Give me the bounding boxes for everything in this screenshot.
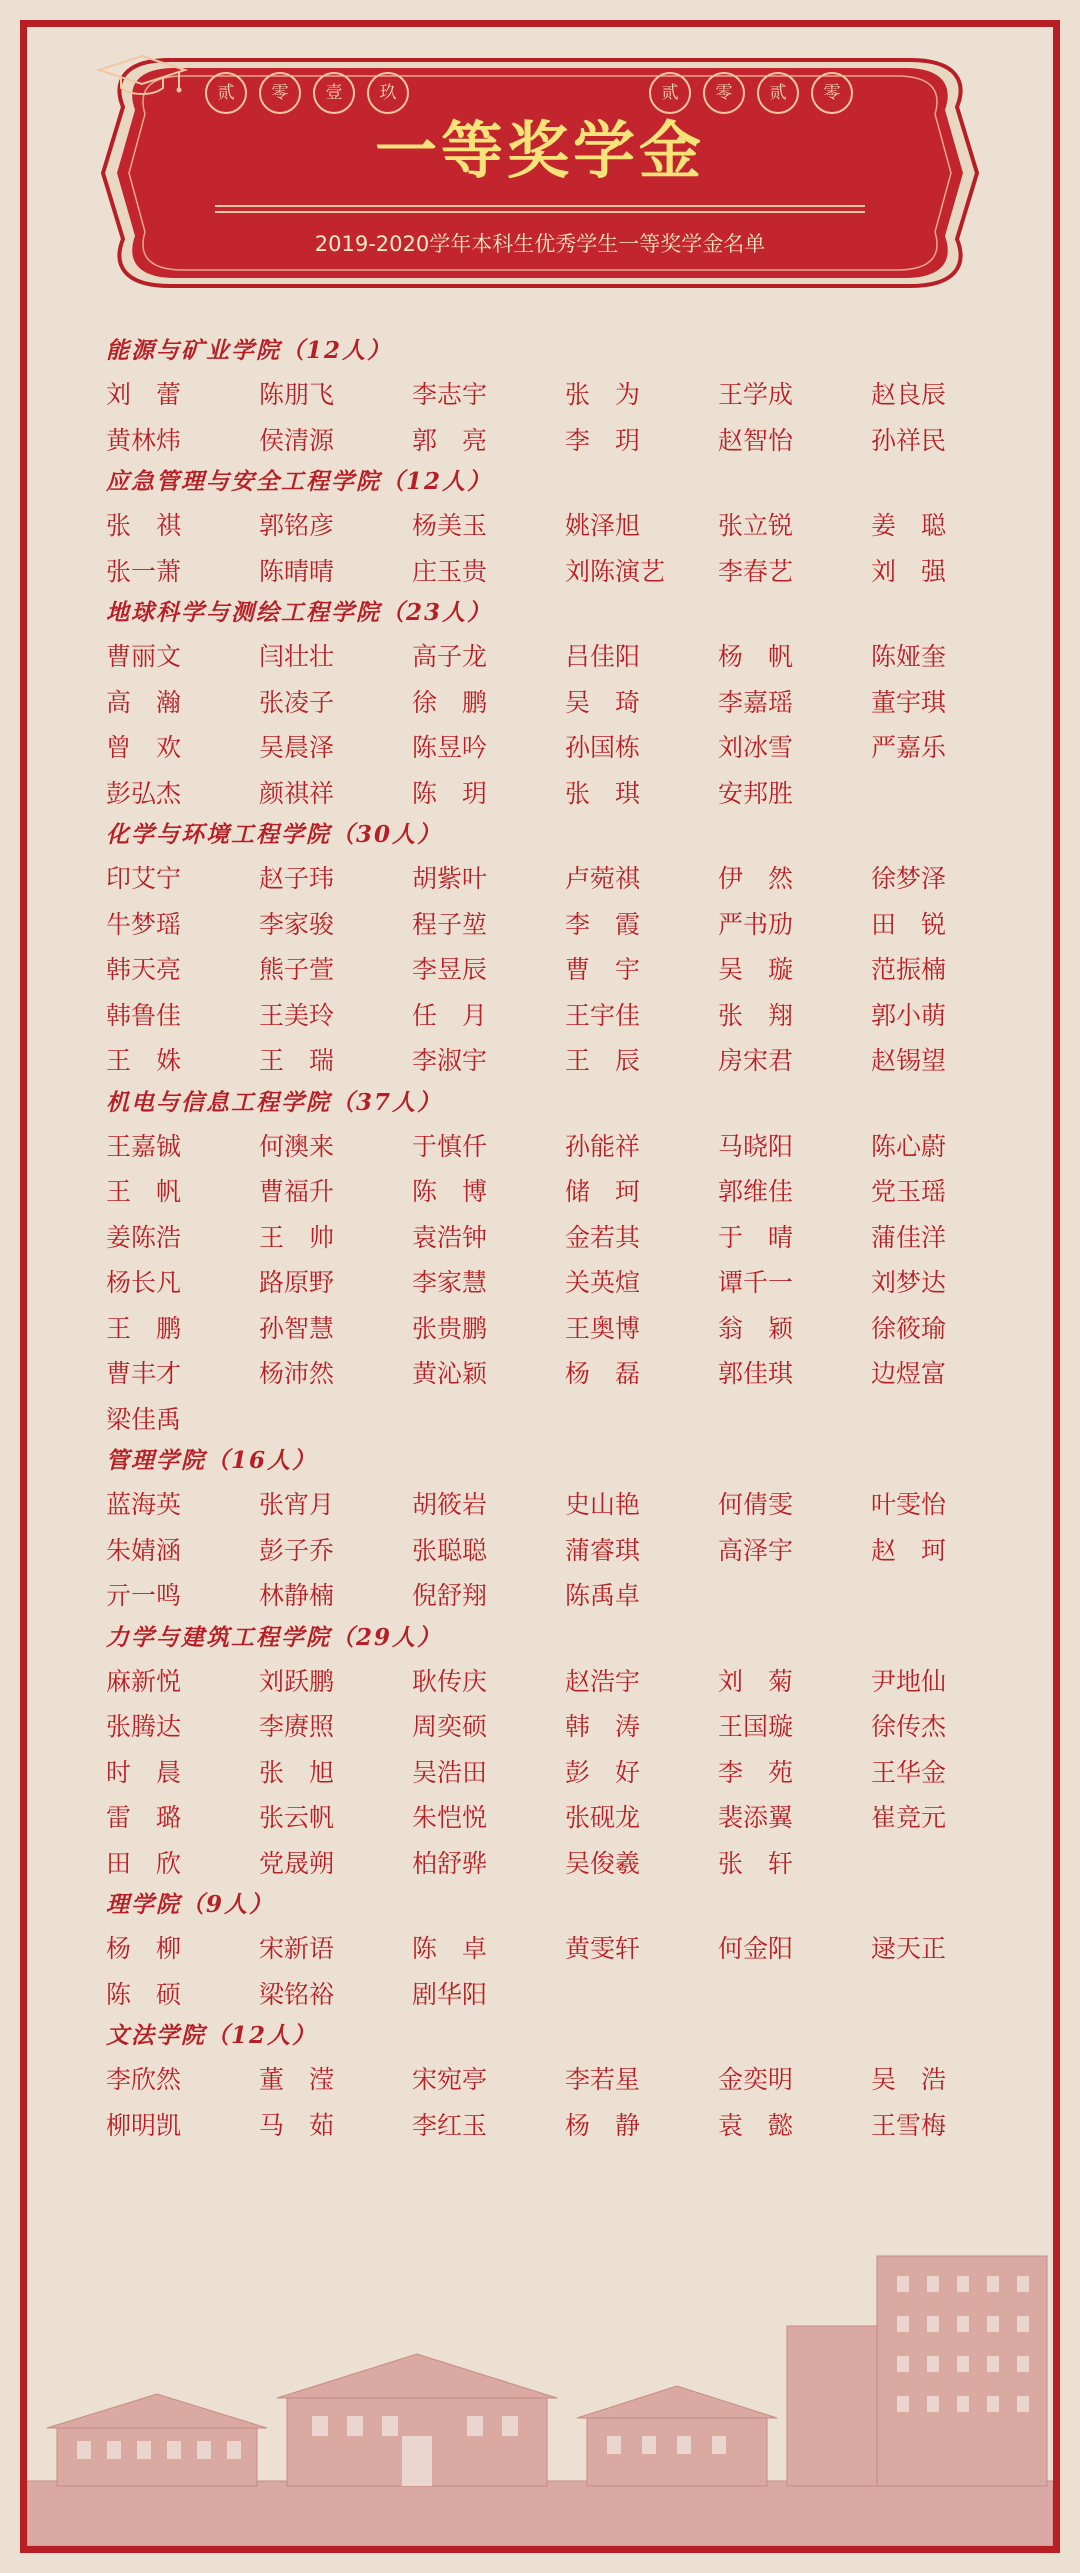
student-name: 王 鹏 (106, 1313, 182, 1343)
student-name: 于慎仟 (412, 1131, 488, 1161)
student-name: 张宵月 (259, 1490, 335, 1519)
student-name: 侯清源 (259, 425, 335, 455)
student-name-grid (106, 2060, 986, 2151)
college-heading: 文法学院（12人） (106, 2022, 318, 2049)
student-name: 吴 琦 (565, 687, 641, 717)
college-heading: 应急管理与安全工程学院（12人） (106, 468, 493, 495)
student-name: 赵浩宇 (565, 1666, 641, 1696)
student-name: 李 苑 (718, 1757, 794, 1787)
student-name: 姚泽旭 (565, 511, 641, 540)
student-name: 麻新悦 (106, 1666, 182, 1696)
college-section (106, 597, 986, 819)
student-name: 程子堃 (412, 909, 488, 939)
student-name: 杨 磊 (565, 1359, 641, 1388)
student-name: 董宇琪 (871, 687, 947, 717)
student-name: 高泽宇 (718, 1535, 794, 1565)
college-section (106, 466, 986, 597)
student-name: 李若星 (565, 2065, 641, 2094)
student-name: 陈朋飞 (259, 380, 335, 409)
student-name: 徐 鹏 (412, 687, 488, 717)
student-name: 亓一鸣 (106, 1581, 182, 1610)
college-heading: 机电与信息工程学院（37人） (106, 1088, 443, 1116)
student-name: 张聪聪 (412, 1535, 488, 1565)
student-name: 李家骏 (259, 909, 335, 939)
student-name: 张 祺 (106, 511, 182, 540)
student-name: 剧华阳 (412, 1979, 488, 2009)
student-name: 孙国栋 (565, 733, 641, 762)
student-name: 王 辰 (565, 1046, 641, 1075)
student-name: 陈禹卓 (565, 1581, 641, 1610)
page-title: 一等奖学金 (374, 114, 705, 187)
student-name: 王 瑞 (259, 1046, 335, 1075)
student-name: 关英煊 (565, 1268, 641, 1297)
student-name: 时 晨 (106, 1757, 182, 1787)
student-name: 张 轩 (718, 1848, 794, 1878)
student-name: 牛梦瑶 (106, 909, 182, 939)
student-name: 李 玥 (565, 425, 641, 455)
student-name: 梁铭裕 (259, 1979, 335, 2009)
student-name: 吴 浩 (871, 2065, 947, 2094)
student-name: 黄沁颖 (412, 1359, 488, 1388)
student-name: 韩鲁佳 (106, 1000, 182, 1030)
college-heading: 地球科学与测绘工程学院（23人） (106, 599, 493, 626)
college-section (106, 1087, 986, 1446)
student-name: 王美玲 (259, 1000, 335, 1030)
year-circle: 零 (703, 72, 745, 114)
student-name: 徐筱瑜 (871, 1313, 947, 1343)
student-name: 范振楠 (871, 955, 947, 984)
student-name: 李家慧 (412, 1268, 488, 1297)
student-name: 田 欣 (106, 1848, 182, 1878)
college-section (106, 819, 986, 1087)
year-circle: 零 (811, 72, 853, 114)
student-name: 吴晨泽 (259, 733, 335, 762)
college-heading: 管理学院（16人） (106, 1447, 318, 1474)
student-name: 吴 璇 (718, 955, 794, 984)
title-divider (215, 211, 865, 213)
student-name: 党玉瑶 (871, 1177, 947, 1206)
student-name: 彭子乔 (259, 1535, 335, 1565)
year-circle: 贰 (757, 72, 799, 114)
student-name: 王华金 (871, 1757, 947, 1787)
campus-buildings-illustration (27, 2246, 1053, 2546)
student-name: 柏舒骅 (412, 1848, 488, 1878)
student-name: 曹丰才 (106, 1359, 182, 1388)
student-name: 张砚龙 (565, 1803, 641, 1832)
title-divider (215, 205, 865, 207)
student-name: 徐梦泽 (871, 864, 947, 893)
student-name: 杨美玉 (412, 511, 488, 540)
student-name: 刘梦达 (871, 1268, 947, 1297)
student-name: 雷 璐 (106, 1803, 182, 1832)
student-name: 郭 亮 (412, 425, 488, 455)
student-name: 徐传杰 (871, 1712, 947, 1741)
student-name: 李志宇 (412, 380, 488, 409)
student-name: 梁佳禹 (106, 1404, 182, 1434)
student-name: 逯天正 (871, 1934, 947, 1963)
student-name: 陈 卓 (412, 1934, 488, 1963)
student-name: 杨 柳 (106, 1934, 182, 1963)
student-name: 张 旭 (259, 1757, 335, 1787)
year-circle: 贰 (649, 72, 691, 114)
student-name: 熊子萱 (259, 955, 335, 984)
college-heading: 化学与环境工程学院（30人） (106, 821, 443, 848)
student-name: 王宇佳 (565, 1000, 641, 1030)
student-name: 李欣然 (106, 2065, 182, 2094)
student-name: 孙智慧 (259, 1313, 335, 1343)
student-name: 李红玉 (412, 2110, 488, 2140)
student-name: 王 帆 (106, 1177, 182, 1206)
student-name: 陈 博 (412, 1177, 488, 1206)
student-name: 安邦胜 (718, 778, 794, 808)
student-name: 翁 颖 (718, 1313, 794, 1343)
student-name: 吴浩田 (412, 1757, 488, 1787)
student-name: 彭弘杰 (106, 778, 182, 808)
student-name-grid (106, 637, 986, 819)
student-name: 高 瀚 (106, 687, 182, 717)
student-name: 陈晴晴 (259, 556, 335, 586)
student-name: 曹 宇 (565, 955, 641, 984)
student-name: 刘 蕾 (106, 380, 182, 409)
student-name: 王 帅 (259, 1222, 335, 1252)
page-subtitle: 2019-2020学年本科生优秀学生一等奖学金名单 (314, 232, 766, 256)
student-name: 曾 欢 (106, 733, 182, 762)
student-name: 倪舒翔 (412, 1581, 488, 1610)
year-circle: 壹 (313, 72, 355, 114)
student-name: 王国璇 (718, 1712, 794, 1741)
student-name: 蒲睿琪 (565, 1535, 641, 1565)
year-circle: 玖 (367, 72, 409, 114)
college-section (106, 1622, 986, 1890)
student-name: 刘 菊 (718, 1666, 794, 1696)
student-name: 王嘉铖 (106, 1131, 182, 1161)
student-name: 胡紫叶 (412, 864, 488, 893)
student-name: 何金阳 (718, 1934, 794, 1963)
student-name: 郭维佳 (718, 1177, 794, 1206)
student-name: 李春艺 (718, 556, 794, 586)
student-name: 郭铭彦 (259, 511, 335, 540)
student-name: 张立锐 (718, 511, 794, 540)
student-name: 李嘉瑶 (718, 687, 794, 717)
student-name: 张贵鹏 (412, 1313, 488, 1343)
student-name: 宋新语 (259, 1934, 335, 1963)
student-name: 党晟朔 (259, 1848, 335, 1878)
student-name: 李淑宇 (412, 1046, 488, 1075)
student-name: 张一萧 (106, 556, 182, 586)
student-name: 黄林炜 (106, 425, 182, 455)
student-name: 袁 懿 (718, 2110, 794, 2140)
student-name: 杨沛然 (259, 1359, 335, 1388)
student-name: 蒲佳洋 (871, 1222, 947, 1252)
student-name: 彭 好 (565, 1757, 641, 1787)
student-name: 吴俊羲 (565, 1848, 641, 1878)
student-name: 闫壮壮 (259, 642, 335, 671)
student-name: 崔竞元 (871, 1803, 947, 1832)
student-name: 陈昱吟 (412, 733, 488, 762)
student-name: 陈 玥 (412, 778, 488, 808)
student-name: 严嘉乐 (871, 733, 947, 762)
student-name: 边煜富 (871, 1359, 947, 1388)
student-name: 张腾达 (106, 1712, 182, 1741)
student-name: 朱婧涵 (106, 1535, 182, 1565)
student-name: 曹福升 (259, 1177, 335, 1206)
student-name-grid (106, 506, 986, 597)
student-name: 李 霞 (565, 909, 641, 939)
student-name: 史山艳 (565, 1490, 641, 1519)
student-name: 高子龙 (412, 642, 488, 671)
student-name: 韩天亮 (106, 955, 182, 984)
student-name: 何倩雯 (718, 1490, 794, 1519)
student-name: 郭佳琪 (718, 1359, 794, 1388)
student-name: 柳明凯 (106, 2110, 182, 2140)
college-heading: 理学院（9人） (106, 1891, 275, 1918)
student-name: 房宋君 (718, 1046, 794, 1075)
student-name: 朱恺悦 (412, 1803, 488, 1832)
student-name: 王雪梅 (871, 2110, 947, 2140)
student-name: 杨 静 (565, 2110, 641, 2140)
student-name: 刘陈演艺 (565, 556, 666, 586)
college-section (106, 1889, 986, 2020)
student-name: 金若其 (565, 1222, 641, 1252)
student-name: 尹地仙 (871, 1666, 947, 1696)
student-name: 赵智怡 (718, 425, 794, 455)
student-name: 严书劢 (718, 909, 794, 939)
student-name: 郭小萌 (871, 1000, 947, 1030)
student-name: 耿传庆 (412, 1666, 488, 1696)
student-name: 何澳来 (259, 1131, 335, 1161)
student-name: 张 为 (565, 380, 641, 409)
student-name: 孙能祥 (565, 1131, 641, 1161)
student-name-grid (106, 859, 986, 1087)
student-name: 董 滢 (259, 2065, 335, 2094)
student-name: 印艾宁 (106, 864, 182, 893)
student-name: 袁浩钟 (412, 1222, 488, 1252)
student-name-grid (106, 1662, 986, 1890)
college-section (106, 1445, 986, 1622)
student-name: 陈 硕 (106, 1979, 182, 2009)
student-name: 赵良辰 (871, 380, 947, 409)
student-name: 于 晴 (718, 1222, 794, 1252)
student-name: 曹丽文 (106, 642, 182, 671)
student-name: 裴添翼 (718, 1803, 794, 1832)
student-name: 金奕明 (718, 2065, 794, 2094)
college-section (106, 335, 986, 466)
student-name: 黄雯轩 (565, 1934, 641, 1963)
student-name: 颜祺祥 (259, 778, 335, 808)
student-name: 宋宛亭 (412, 2065, 488, 2094)
student-name: 刘跃鹏 (259, 1666, 335, 1696)
college-heading: 力学与建筑工程学院（29人） (106, 1623, 443, 1651)
college-section (106, 2020, 986, 2151)
student-name: 储 珂 (565, 1177, 641, 1206)
student-name: 卢菀祺 (565, 864, 641, 893)
student-name: 赵锡望 (871, 1046, 947, 1075)
student-name: 胡筱岩 (412, 1490, 488, 1519)
student-name: 张 琪 (565, 778, 641, 808)
student-name-grid (106, 375, 986, 466)
student-name: 任 月 (412, 1000, 488, 1030)
student-name: 路原野 (259, 1268, 335, 1297)
student-name-grid (106, 1127, 986, 1446)
student-name: 李昱辰 (412, 955, 488, 984)
student-name: 姜陈浩 (106, 1222, 182, 1252)
college-heading: 能源与矿业学院（12人） (106, 337, 393, 364)
student-name: 赵子玮 (259, 864, 335, 893)
student-name: 伊 然 (718, 864, 794, 893)
scholarship-list (106, 335, 986, 2151)
student-name: 马晓阳 (718, 1131, 794, 1161)
student-name: 陈心蔚 (871, 1131, 947, 1161)
student-name: 马 茹 (259, 2110, 335, 2140)
student-name: 王奥博 (565, 1313, 641, 1343)
student-name-grid (106, 1485, 986, 1622)
student-name: 李赓照 (259, 1712, 335, 1741)
student-name: 赵 珂 (871, 1535, 947, 1565)
student-name: 林静楠 (259, 1581, 335, 1610)
student-name: 陈娅奎 (871, 642, 947, 671)
student-name-grid (106, 1929, 986, 2020)
student-name: 王 姝 (106, 1046, 182, 1075)
student-name: 杨 帆 (718, 642, 794, 671)
student-name: 周奕硕 (412, 1712, 488, 1741)
student-name: 叶雯怡 (871, 1490, 947, 1519)
graduation-cap-icon (95, 52, 189, 100)
student-name: 韩 涛 (565, 1712, 641, 1741)
student-name: 谭千一 (718, 1268, 794, 1297)
student-name: 刘 强 (871, 556, 947, 586)
student-name: 吕佳阳 (565, 642, 641, 671)
header-banner (95, 52, 985, 294)
student-name: 田 锐 (871, 909, 947, 939)
student-name: 王学成 (718, 380, 794, 409)
student-name: 孙祥民 (871, 425, 947, 455)
student-name: 杨长凡 (106, 1268, 182, 1297)
student-name: 庄玉贵 (412, 556, 488, 586)
student-name: 张凌子 (259, 687, 335, 717)
year-circle: 贰 (205, 72, 247, 114)
student-name: 姜 聪 (871, 511, 947, 540)
student-name: 刘冰雪 (718, 733, 794, 762)
year-circle: 零 (259, 72, 301, 114)
student-name: 张云帆 (259, 1803, 335, 1832)
student-name: 蓝海英 (106, 1490, 182, 1519)
student-name: 张 翔 (718, 1000, 794, 1030)
